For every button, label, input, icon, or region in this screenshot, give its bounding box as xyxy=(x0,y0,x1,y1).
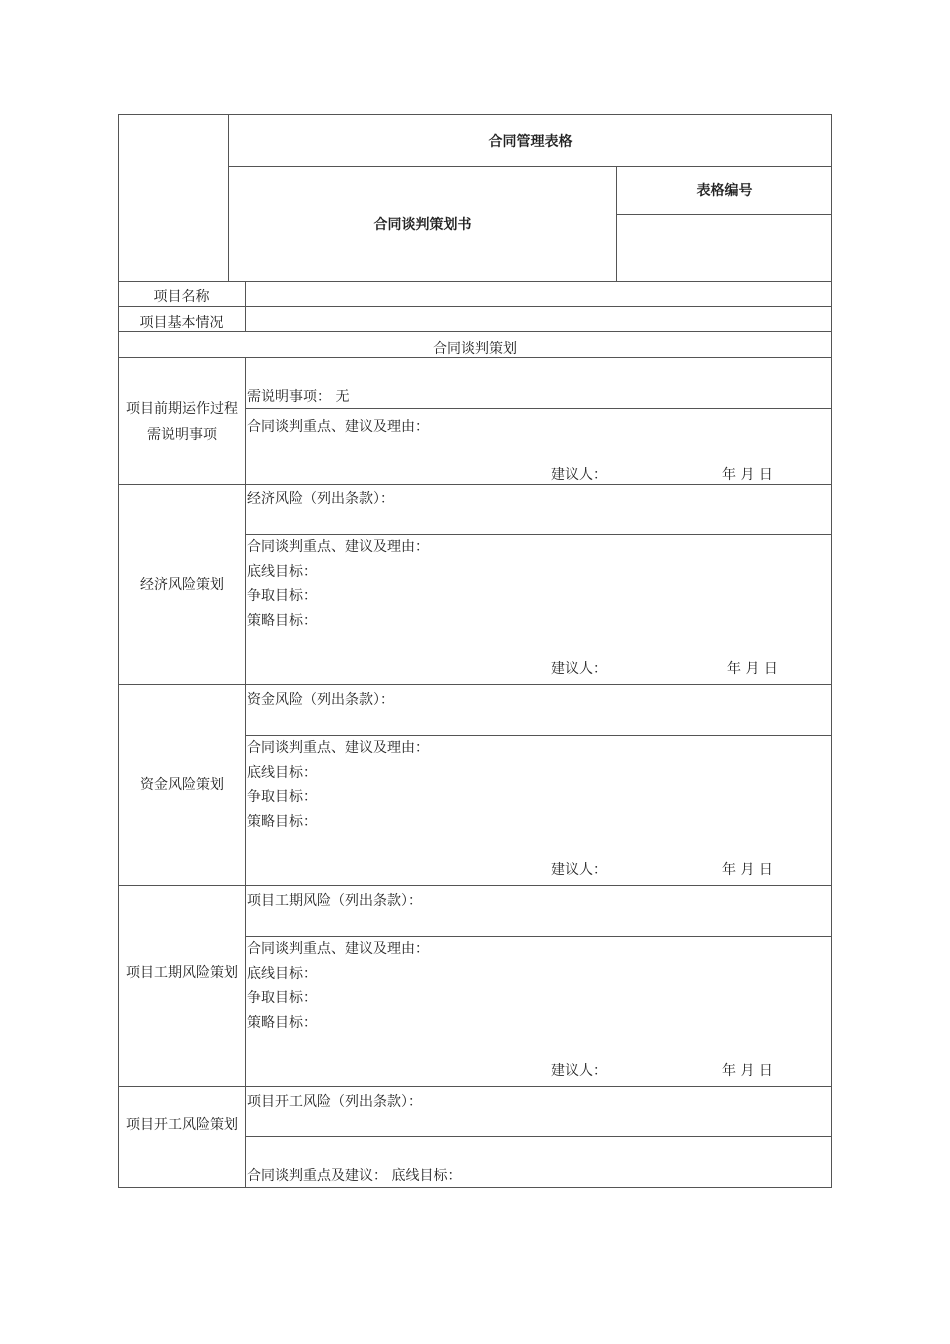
section4-line-2[interactable]: 底线目标： xyxy=(247,966,317,982)
section2-inner-line xyxy=(245,534,832,535)
section4-bottom-line xyxy=(118,1086,832,1087)
section4-line-1[interactable]: 合同谈判重点、建议及理由： xyxy=(247,941,429,957)
border-right xyxy=(831,114,832,1188)
section1-top-text[interactable]: 需说明事项： 无 xyxy=(247,389,350,405)
section4-inner-line xyxy=(245,936,832,937)
border-left xyxy=(118,114,119,1188)
border-bottom xyxy=(118,1187,832,1188)
section3-line-2[interactable]: 底线目标： xyxy=(247,765,317,781)
section1-date: 年 月 日 xyxy=(722,467,773,483)
info-row-line xyxy=(118,306,832,307)
section2-top-text[interactable]: 经济风险（列出条款）： xyxy=(247,491,394,507)
project-basic-label: 项目基本情况 xyxy=(139,315,224,331)
section-label-commencement: 项目开工风险策划 xyxy=(126,1117,238,1133)
form-title: 合同管理表格 xyxy=(488,134,573,150)
info-bottom-line xyxy=(118,331,832,332)
section2-line-2[interactable]: 底线目标： xyxy=(247,564,317,580)
header-divider-title xyxy=(228,166,832,167)
section2-date: 年 月 日 xyxy=(727,661,778,677)
section-label-divider xyxy=(245,357,246,1188)
section3-proposer: 建议人： xyxy=(551,862,607,878)
section3-inner-line xyxy=(245,735,832,736)
section3-bottom-line xyxy=(118,885,832,886)
doc-title: 合同谈判策划书 xyxy=(373,217,472,233)
header-divider-formno-value xyxy=(616,214,832,215)
section2-bottom-line xyxy=(118,684,832,685)
section4-line-4[interactable]: 策略目标： xyxy=(247,1015,317,1031)
section5-top-text[interactable]: 项目开工风险（列出条款）： xyxy=(247,1094,422,1110)
section1-inner-line xyxy=(245,408,832,409)
border-top xyxy=(118,114,832,115)
section2-line-4[interactable]: 策略目标： xyxy=(247,613,317,629)
section5-inner-line xyxy=(245,1136,832,1137)
section3-top-text[interactable]: 资金风险（列出条款）： xyxy=(247,692,394,708)
plan-heading: 合同谈判策划 xyxy=(433,341,517,357)
section4-top-text[interactable]: 项目工期风险（列出条款）： xyxy=(247,893,422,909)
section2-proposer: 建议人： xyxy=(551,661,607,677)
section5-line-1[interactable]: 合同谈判重点及建议： 底线目标： xyxy=(247,1168,462,1184)
section3-line-1[interactable]: 合同谈判重点、建议及理由： xyxy=(247,740,429,756)
section-label-economic: 经济风险策划 xyxy=(140,577,224,593)
section3-line-4[interactable]: 策略目标： xyxy=(247,814,317,830)
plan-heading-bottom-line xyxy=(118,357,832,358)
section-label-funding: 资金风险策划 xyxy=(140,777,224,793)
section2-line-1[interactable]: 合同谈判重点、建议及理由： xyxy=(247,539,429,555)
section-label-schedule: 项目工期风险策划 xyxy=(126,965,238,981)
section3-line-3[interactable]: 争取目标： xyxy=(247,789,317,805)
section3-date: 年 月 日 xyxy=(722,862,773,878)
section4-line-3[interactable]: 争取目标： xyxy=(247,990,317,1006)
form-no-label: 表格编号 xyxy=(696,183,753,199)
section-label-preliminary: 项目前期运作过程需说明事项 xyxy=(126,401,238,443)
header-bottom-line xyxy=(118,281,832,282)
section4-date: 年 月 日 xyxy=(722,1063,773,1079)
section1-bottom-line xyxy=(118,484,832,485)
section2-line-3[interactable]: 争取目标： xyxy=(247,588,317,604)
section1-line-1[interactable]: 合同谈判重点、建议及理由： xyxy=(247,419,429,435)
project-name-label: 项目名称 xyxy=(153,289,210,305)
section1-proposer: 建议人： xyxy=(551,467,607,483)
section4-proposer: 建议人： xyxy=(551,1063,607,1079)
